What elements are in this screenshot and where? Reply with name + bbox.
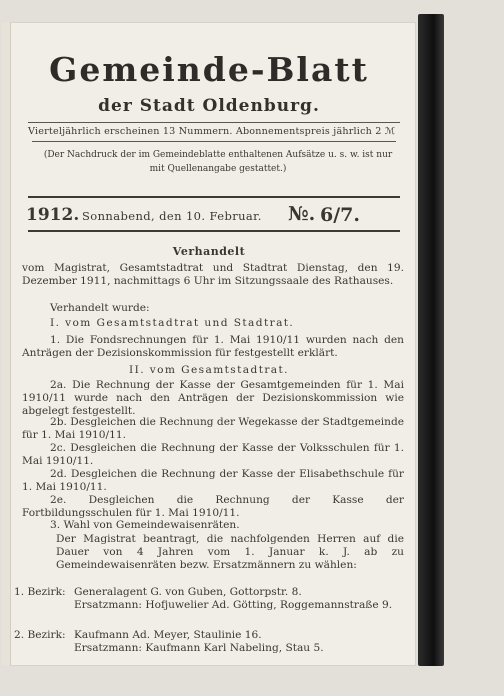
rule-issue-bottom [28, 230, 400, 232]
item-1: 1. Die Fondsrechnungen für 1. Mai 1910/11 wurden nach den Anträgen der Dezisionskommission für festgestellt erklärt. [22, 334, 404, 359]
item-2e: 2e. Desgleichen die Rechnung der Kasse der Fortbildungsschulen für 1. Mai 1910/11. [22, 494, 404, 519]
issue-number: 6/7. [320, 204, 360, 226]
bezirk-2-line-2: Ersatzmann: Kaufmann Karl Nabeling, Stau 5. [74, 642, 324, 654]
section-1-title: I. vom Gesamtstadtrat und Stadtrat. [50, 317, 295, 329]
rule-info [32, 141, 396, 142]
issue-year: 1912. [26, 205, 80, 225]
newspaper-page [2, 22, 416, 666]
masthead-title: Gemeinde-Blatt [49, 50, 369, 89]
subscription-info: Vierteljährlich erscheinen 13 Nummern. Abonnementspreis jährlich 2 ℳ [28, 126, 396, 137]
item-2b: 2b. Desgleichen die Rechnung der Wegekasse der Stadtgemeinde für 1. Mai 1910/11. [22, 416, 404, 441]
item-2a: 2a. Die Rechnung der Kasse der Gesamtgemeinden für 1. Mai 1910/11 wurde nach den Anträgen der Dezisionskommission wie abgelegt festgestellt. [22, 379, 404, 417]
article-intro: vom Magistrat, Gesamtstadtrat und Stadtrat Dienstag, den 19. Dezember 1911, nachmittags 6 Uhr im Sitzungssaale des Rathauses. [22, 262, 404, 287]
section-2-title: II. vom Gesamtstadtrat. [129, 364, 289, 376]
rule-top [28, 122, 400, 123]
bezirk-1-label: 1. Bezirk: [14, 586, 66, 598]
item-2d: 2d. Desgleichen die Rechnung der Kasse der Elisabethschule für 1. Mai 1910/11. [22, 468, 404, 493]
article-heading: Verhandelt [172, 245, 246, 258]
bezirk-1-line-1: Generalagent G. von Guben, Gottorpstr. 8. [74, 586, 302, 598]
bezirk-2-line-1: Kaufmann Ad. Meyer, Staulinie 16. [74, 629, 262, 641]
bezirk-2-label: 2. Bezirk: [14, 629, 66, 641]
item-3-title: 3. Wahl von Gemeindewaisenräten. [50, 519, 240, 531]
issue-date: Sonnabend, den 10. Februar. [82, 209, 262, 223]
page-fold [2, 22, 11, 666]
masthead-subtitle: der Stadt Oldenburg. [98, 96, 320, 116]
book-binding [418, 14, 444, 666]
verhandelt-wurde: Verhandelt wurde: [50, 302, 150, 314]
rule-issue-top [28, 196, 400, 198]
item-2c: 2c. Desgleichen die Rechnung der Kasse der Volksschulen für 1. Mai 1910/11. [22, 442, 404, 467]
issue-number-label: №. [288, 203, 316, 225]
bezirk-1-line-2: Ersatzmann: Hofjuwelier Ad. Götting, Roggemannstraße 9. [74, 599, 393, 611]
item-3-text: Der Magistrat beantragt, die nachfolgenden Herren auf die Dauer von 4 Jahren vom 1. Januar k. J. ab zu Gemeindewaisenräten bezw. Ersatzmännern zu wählen: [56, 533, 404, 571]
reprint-note: (Der Nachdruck der im Gemeindeblatte enthaltenen Aufsätze u. s. w. ist nur mit Quellenangabe gestattet.) [43, 150, 393, 174]
